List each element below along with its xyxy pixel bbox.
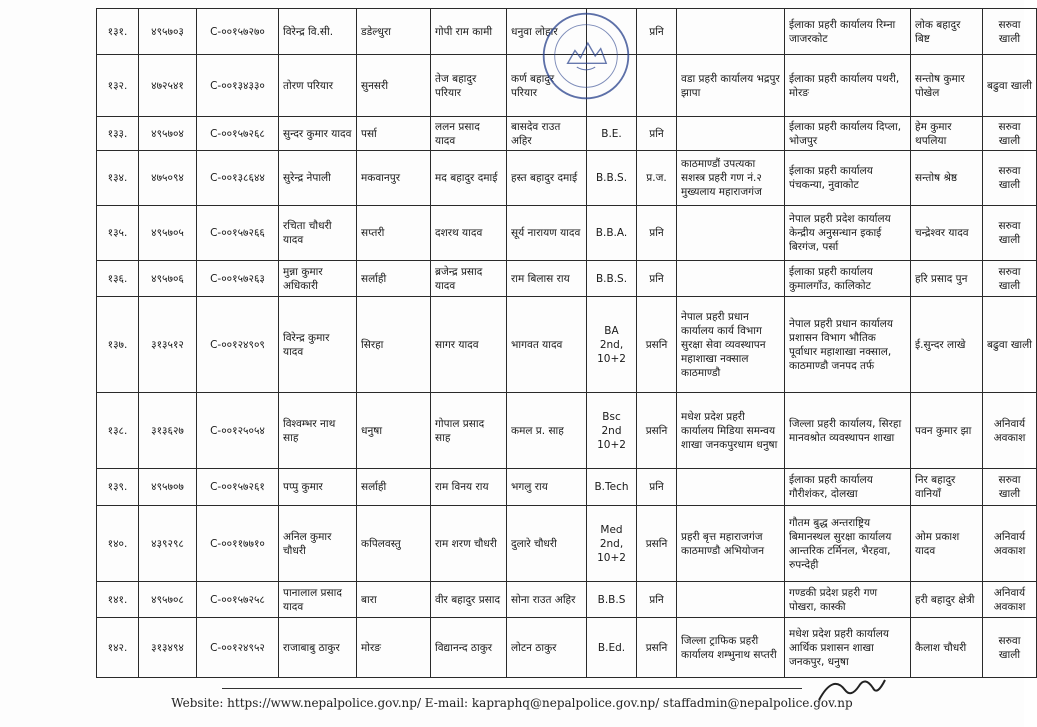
recommender-cell: हेम कुमार थपलिया bbox=[911, 117, 983, 151]
remarks-cell: अनिवार्य अवकाश bbox=[983, 393, 1037, 469]
name-cell: विरेन्द्र वि.सी. bbox=[279, 9, 357, 55]
grandfather-cell: राम बिलास राय bbox=[507, 261, 587, 297]
father-cell: ब्रजेन्द्र प्रसाद यादव bbox=[431, 261, 507, 297]
serial-cell: १४२. bbox=[97, 618, 139, 678]
to-office-cell: ईलाका प्रहरी कार्यालय रिम्ना जाजरकोट bbox=[785, 9, 911, 55]
recommender-cell: ओम प्रकाश यादव bbox=[911, 506, 983, 582]
official-seal-stamp bbox=[540, 10, 632, 102]
father-cell: ललन प्रसाद यादव bbox=[431, 117, 507, 151]
remarks-cell: सरुवा खाली bbox=[983, 117, 1037, 151]
code-cell: C-००१५७२६६ bbox=[197, 206, 279, 261]
father-cell: गोपाल प्रसाद साह bbox=[431, 393, 507, 469]
district-cell: सुनसरी bbox=[357, 55, 431, 117]
from-office-cell bbox=[677, 9, 785, 55]
grandfather-cell: बासदेव राउत अहिर bbox=[507, 117, 587, 151]
grandfather-cell: लोटन ठाकुर bbox=[507, 618, 587, 678]
district-cell: सिरहा bbox=[357, 297, 431, 393]
name-cell: विरेन्द्र कुमार यादव bbox=[279, 297, 357, 393]
remarks-cell: सरुवा खाली bbox=[983, 261, 1037, 297]
grandfather-cell: दुलारे चौधरी bbox=[507, 506, 587, 582]
father-cell: मद बहादुर दमाई bbox=[431, 151, 507, 206]
serial-cell: १३४. bbox=[97, 151, 139, 206]
from-office-cell: मधेश प्रदेश प्रहरी कार्यालय मिडिया समन्वय शाखा जनकपुरधाम धनुषा bbox=[677, 393, 785, 469]
grandfather-cell: हस्त बहादुर दमाई bbox=[507, 151, 587, 206]
name-cell: रचिता चौधरी यादव bbox=[279, 206, 357, 261]
rank-cell: प्रनि bbox=[637, 9, 677, 55]
table-row bbox=[97, 117, 1037, 151]
district-cell: मकवानपुर bbox=[357, 151, 431, 206]
recommender-cell: सन्तोष श्रेष्ठ bbox=[911, 151, 983, 206]
district-cell: सर्लाही bbox=[357, 469, 431, 506]
serial-cell: १४१. bbox=[97, 582, 139, 618]
qualification-cell: B.B.S. bbox=[587, 261, 637, 297]
table-row bbox=[97, 151, 1037, 206]
recommender-cell: कैलाश चौधरी bbox=[911, 618, 983, 678]
number-cell: ३१३६२७ bbox=[139, 393, 197, 469]
code-cell: C-००१५७२६८ bbox=[197, 117, 279, 151]
name-cell: पानालाल प्रसाद यादव bbox=[279, 582, 357, 618]
to-office-cell: गौतम बुद्ध अन्तराष्ट्रिय बिमानस्थल सुरक्षा कार्यालय आन्तरिक टर्मिनल, भैरहवा, रुपन्देही bbox=[785, 506, 911, 582]
code-cell: C-००१५७२६१ bbox=[197, 469, 279, 506]
district-cell: डडेल्धुरा bbox=[357, 9, 431, 55]
serial-cell: १३३. bbox=[97, 117, 139, 151]
grandfather-cell: धनुवा लोहार bbox=[507, 9, 587, 55]
rank-cell: प्रसनि bbox=[637, 618, 677, 678]
table-row bbox=[97, 506, 1037, 582]
qualification-cell: Bsc 2nd 10+2 bbox=[587, 393, 637, 469]
qualification-cell: B.B.S. bbox=[587, 151, 637, 206]
footer-contact: Website: https://www.nepalpolice.gov.np/ E-mail: kapraphq@nepalpolice.gov.np/ staffadmin@nepalpolice.gov.np bbox=[171, 696, 853, 710]
father-cell: गोपी राम कामी bbox=[431, 9, 507, 55]
recommender-cell: लोक बहादुर बिष्ट bbox=[911, 9, 983, 55]
serial-cell: १३२. bbox=[97, 55, 139, 117]
number-cell: ४९५७०७ bbox=[139, 469, 197, 506]
table-row bbox=[97, 582, 1037, 618]
rank-cell: प्रसनि bbox=[637, 393, 677, 469]
from-office-cell bbox=[677, 582, 785, 618]
number-cell: ४९५७०८ bbox=[139, 582, 197, 618]
district-cell: कपिलवस्तु bbox=[357, 506, 431, 582]
qualification-cell: B.E. bbox=[587, 117, 637, 151]
from-office-cell bbox=[677, 469, 785, 506]
to-office-cell: नेपाल प्रहरी प्रदेश कार्यालय केन्द्रीय अनुसन्धान इकाई बिरगंज, पर्सा bbox=[785, 206, 911, 261]
number-cell: ४९५७०५ bbox=[139, 206, 197, 261]
serial-cell: १३५. bbox=[97, 206, 139, 261]
qualification-cell: B.B.S bbox=[587, 582, 637, 618]
recommender-cell: ई.सुन्दर लाखे bbox=[911, 297, 983, 393]
serial-cell: १३७. bbox=[97, 297, 139, 393]
district-cell: पर्सा bbox=[357, 117, 431, 151]
grandfather-cell: भगलु राय bbox=[507, 469, 587, 506]
table-row bbox=[97, 469, 1037, 506]
number-cell: ४९५७०६ bbox=[139, 261, 197, 297]
code-cell: C-००१२५०५४ bbox=[197, 393, 279, 469]
remarks-cell: बढुवा खाली bbox=[983, 55, 1037, 117]
table-row bbox=[97, 618, 1037, 678]
rank-cell: प्रनि bbox=[637, 261, 677, 297]
code-cell: C-००१५७२६३ bbox=[197, 261, 279, 297]
district-cell: मोरङ bbox=[357, 618, 431, 678]
number-cell: ४७५०९४ bbox=[139, 151, 197, 206]
from-office-cell bbox=[677, 261, 785, 297]
father-cell: विद्यानन्द ठाकुर bbox=[431, 618, 507, 678]
serial-cell: १४०. bbox=[97, 506, 139, 582]
to-office-cell: गण्डकी प्रदेश प्रहरी गण पोखरा, कास्की bbox=[785, 582, 911, 618]
code-cell: C-००१५७२७० bbox=[197, 9, 279, 55]
serial-cell: १३६. bbox=[97, 261, 139, 297]
to-office-cell: ईलाका प्रहरी कार्यालय पथरी, मोरङ bbox=[785, 55, 911, 117]
rank-cell: प्रसनि bbox=[637, 297, 677, 393]
table-row bbox=[97, 261, 1037, 297]
recommender-cell: हरी बहादुर क्षेत्री bbox=[911, 582, 983, 618]
code-cell: C-००११७७१० bbox=[197, 506, 279, 582]
name-cell: सुरेन्द्र नेपाली bbox=[279, 151, 357, 206]
table-row bbox=[97, 206, 1037, 261]
from-office-cell: नेपाल प्रहरी प्रधान कार्यालय कार्य विभाग सुरक्षा सेवा व्यवस्थापन महाशाखा नक्साल काठमाण्डौ bbox=[677, 297, 785, 393]
grandfather-cell: सूर्य नारायण यादव bbox=[507, 206, 587, 261]
code-cell: C-००१३८६४४ bbox=[197, 151, 279, 206]
number-cell: ३१३४९४ bbox=[139, 618, 197, 678]
code-cell: C-००१२४९५२ bbox=[197, 618, 279, 678]
to-office-cell: जिल्ला प्रहरी कार्यालय, सिरहा मानवश्रोत व्यवस्थापन शाखा bbox=[785, 393, 911, 469]
qualification-cell: Med 2nd, 10+2 bbox=[587, 506, 637, 582]
from-office-cell: वडा प्रहरी कार्यालय भद्रपुर झापा bbox=[677, 55, 785, 117]
recommender-cell: हरि प्रसाद पुन bbox=[911, 261, 983, 297]
district-cell: धनुषा bbox=[357, 393, 431, 469]
recommender-cell: निर बहादुर वानियाँ bbox=[911, 469, 983, 506]
father-cell: राम शरण चौधरी bbox=[431, 506, 507, 582]
code-cell: C-००१२४९०९ bbox=[197, 297, 279, 393]
remarks-cell: सरुवा खाली bbox=[983, 469, 1037, 506]
signature bbox=[815, 668, 895, 708]
table-row bbox=[97, 393, 1037, 469]
grandfather-cell: कर्ण बहादुर परियार bbox=[507, 55, 587, 117]
recommender-cell: पवन कुमार झा bbox=[911, 393, 983, 469]
district-cell: सप्तरी bbox=[357, 206, 431, 261]
father-cell: वीर बहादुर प्रसाद bbox=[431, 582, 507, 618]
number-cell: ४९५७०४ bbox=[139, 117, 197, 151]
remarks-cell: अनिवार्य अवकाश bbox=[983, 582, 1037, 618]
grandfather-cell: सोना राउत अहिर bbox=[507, 582, 587, 618]
from-office-cell bbox=[677, 117, 785, 151]
serial-cell: १३१. bbox=[97, 9, 139, 55]
name-cell: तोरण परियार bbox=[279, 55, 357, 117]
personnel-table bbox=[96, 8, 1037, 678]
from-office-cell: काठमाण्डौं उपत्यका सशस्त्र प्रहरी गण नं.२ मुख्यलाय महाराजगंज bbox=[677, 151, 785, 206]
serial-cell: १३८. bbox=[97, 393, 139, 469]
remarks-cell: सरुवा खाली bbox=[983, 206, 1037, 261]
rank-cell: प्रनि bbox=[637, 117, 677, 151]
to-office-cell: ईलाका प्रहरी कार्यालय गौरीशंकर, दोलखा bbox=[785, 469, 911, 506]
remarks-cell: अनिवार्य अवकाश bbox=[983, 506, 1037, 582]
father-cell: सागर यादव bbox=[431, 297, 507, 393]
rank-cell: प्रनि bbox=[637, 469, 677, 506]
remarks-cell: सरुवा खाली bbox=[983, 9, 1037, 55]
name-cell: पप्पु कुमार bbox=[279, 469, 357, 506]
recommender-cell: सन्तोष कुमार पोखेल bbox=[911, 55, 983, 117]
district-cell: बारा bbox=[357, 582, 431, 618]
father-cell: दशरथ यादव bbox=[431, 206, 507, 261]
to-office-cell: नेपाल प्रहरी प्रधान कार्यालय प्रशासन विभाग भौतिक पूर्वाधार महाशाखा नक्साल, काठमाण्डौ जनपद तर्फ bbox=[785, 297, 911, 393]
number-cell: ४९५७०३ bbox=[139, 9, 197, 55]
code-cell: C-००१५७२५८ bbox=[197, 582, 279, 618]
qualification-cell: B.B.A. bbox=[587, 206, 637, 261]
grandfather-cell: कमल प्र. साह bbox=[507, 393, 587, 469]
name-cell: विश्वम्भर नाथ साह bbox=[279, 393, 357, 469]
to-office-cell: ईलाका प्रहरी कार्यालय दिप्ला, भोजपुर bbox=[785, 117, 911, 151]
table-row bbox=[97, 297, 1037, 393]
name-cell: सुन्दर कुमार यादव bbox=[279, 117, 357, 151]
code-cell: C-००१३४३३० bbox=[197, 55, 279, 117]
rank-cell: प्रनि bbox=[637, 582, 677, 618]
to-office-cell: मधेश प्रदेश प्रहरी कार्यालय आर्थिक प्रशासन शाखा जनकपुर, धनुषा bbox=[785, 618, 911, 678]
father-cell: तेज बहादुर परियार bbox=[431, 55, 507, 117]
rank-cell bbox=[637, 55, 677, 117]
district-cell: सर्लाही bbox=[357, 261, 431, 297]
remarks-cell: सरुवा खाली bbox=[983, 151, 1037, 206]
qualification-cell: B.Ed. bbox=[587, 618, 637, 678]
qualification-cell: BA 2nd, 10+2 bbox=[587, 297, 637, 393]
remarks-cell: सरुवा खाली bbox=[983, 618, 1037, 678]
rank-cell: प्रनि bbox=[637, 206, 677, 261]
footer-divider bbox=[222, 688, 802, 689]
rank-cell: प्रसनि bbox=[637, 506, 677, 582]
serial-cell: १३९. bbox=[97, 469, 139, 506]
to-office-cell: ईलाका प्रहरी कार्यालय कुमालगाँउ, कालिकोट bbox=[785, 261, 911, 297]
qualification-cell: B.Tech bbox=[587, 469, 637, 506]
to-office-cell: ईलाका प्रहरी कार्यालय पंचकन्या, नुवाकोट bbox=[785, 151, 911, 206]
number-cell: ३१३५१२ bbox=[139, 297, 197, 393]
name-cell: मुन्ना कुमार अधिकारी bbox=[279, 261, 357, 297]
father-cell: राम विनय राय bbox=[431, 469, 507, 506]
from-office-cell: जिल्ला ट्राफिक प्रहरी कार्यालय शम्भुनाथ सप्तरी bbox=[677, 618, 785, 678]
grandfather-cell: भागवत यादव bbox=[507, 297, 587, 393]
from-office-cell bbox=[677, 206, 785, 261]
rank-cell: प्र.ज. bbox=[637, 151, 677, 206]
name-cell: राजाबाबु ठाकुर bbox=[279, 618, 357, 678]
number-cell: ४३९२९८ bbox=[139, 506, 197, 582]
name-cell: अनिल कुमार चौधरी bbox=[279, 506, 357, 582]
recommender-cell: चन्द्रेश्वर यादव bbox=[911, 206, 983, 261]
remarks-cell: बढुवा खाली bbox=[983, 297, 1037, 393]
from-office-cell: प्रहरी बृत्त महाराजगंज काठमाण्डौ अभियोजन bbox=[677, 506, 785, 582]
number-cell: ४७२५४१ bbox=[139, 55, 197, 117]
